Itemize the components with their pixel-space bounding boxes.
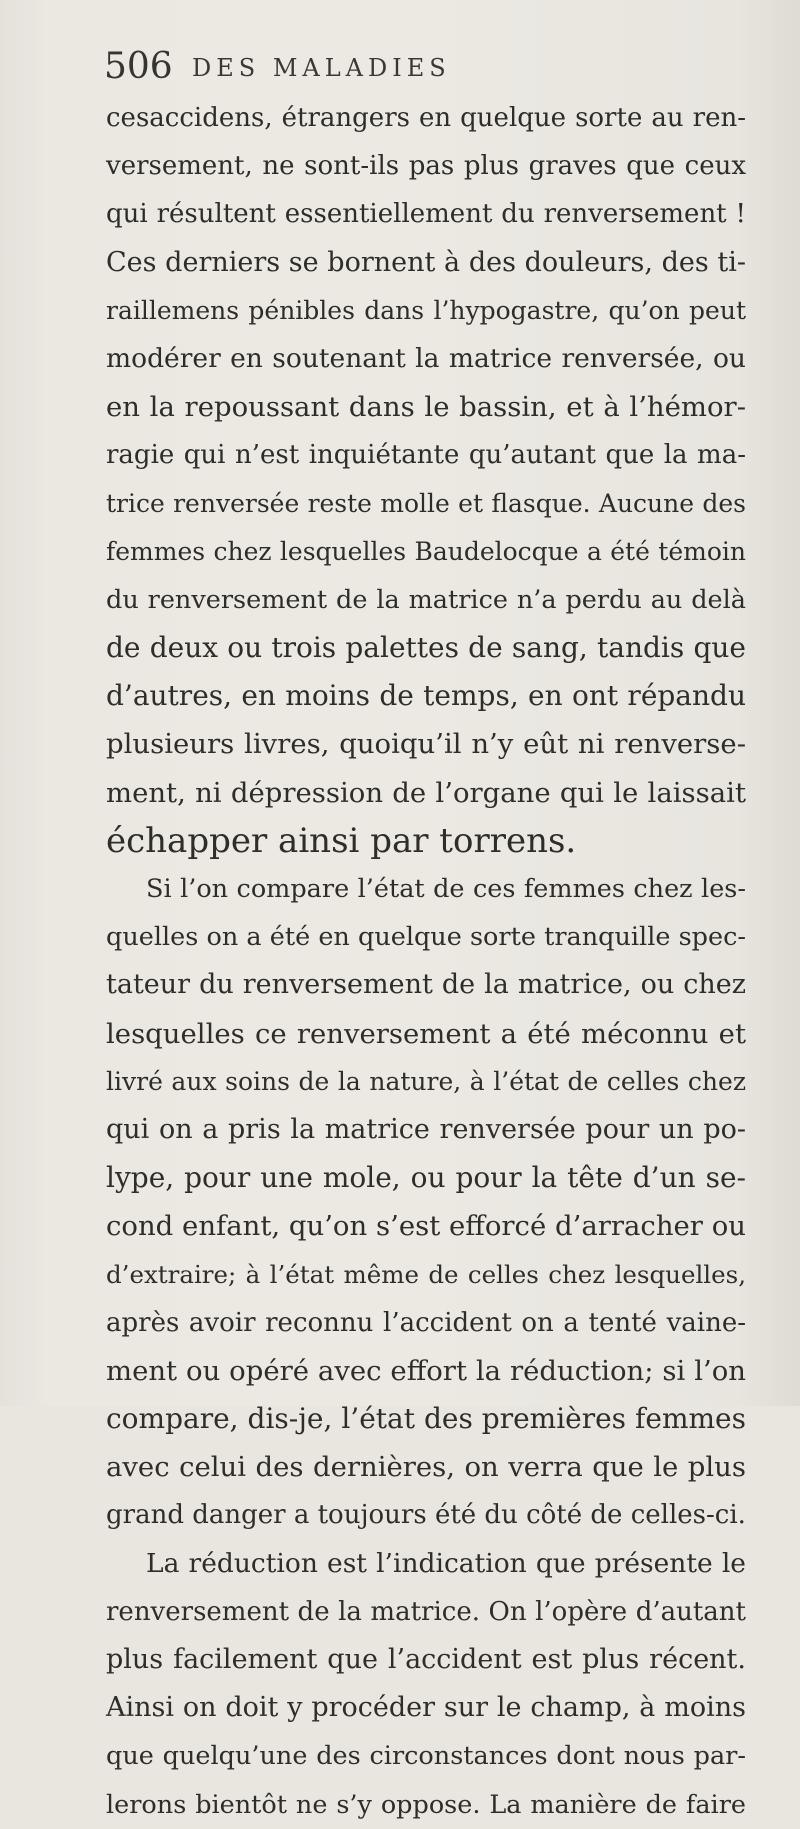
text-line: lesquelles ce renversement a été méconnu et [106,1017,746,1050]
text-line: du renversement de la matrice n’a perdu au delà [106,584,746,615]
text-line: modérer en soutenant la matrice renversée, ou [106,342,746,374]
text-line: renversement de la matrice. On l’opère d’autant [106,1596,746,1627]
text-line: plus facilement que l’accident est plus récent. [106,1644,746,1675]
text-line: Si l’on compare l’état de ces femmes chez les- [146,874,746,904]
text-line: que quelqu’une des circonstances dont nous par- [106,1741,746,1772]
text-line: Ces derniers se bornent à des douleurs, des ti- [106,246,746,278]
text-line: lype, pour une mole, ou pour la tête d’un se- [106,1161,746,1195]
text-line: après avoir reconnu l’accident on a tenté vaine- [106,1307,746,1338]
text-line: avec celui des dernières, on verra que le plus [106,1451,746,1484]
text-line: plusieurs livres, quoiqu’il n’y eût ni renverse- [106,728,746,761]
text-line: Ainsi on doit y procéder sur le champ, à moins [106,1692,746,1724]
text-line: échapper ainsi par torrens. [106,820,577,861]
text-line: qui on a pris la matrice renversée pour un po- [106,1113,746,1145]
text-line: livré aux soins de la nature, à l’état de celles chez [106,1066,746,1096]
text-line: femmes chez lesquelles Baudelocque a été témoin [106,536,746,566]
text-line: ment, ni dépression de l’organe qui le laissait [106,776,746,809]
text-line: La réduction est l’indication que présente le [146,1547,746,1579]
text-line: grand danger a toujours été du côté de celles-ci. [106,1500,746,1531]
text-line: versement, ne sont-ils pas plus graves que ceux [106,151,746,182]
text-line: ment ou opéré avec effort la réduction; si l’on [106,1354,746,1387]
body-text [106,94,746,1829]
text-line: d’extraire; à l’état même de celles chez lesquelles, [106,1259,746,1289]
text-line: quelles on a été en quelque sorte tranquille spec- [106,922,746,953]
text-line: qui résultent essentiellement du renversement ! [106,199,746,230]
text-line: en la repoussant dans le bassin, et à l’hémor- [106,391,746,424]
text-line: cesaccidens, étrangers en quelque sorte au ren- [106,103,746,133]
running-title: DES MALADIES [192,54,451,82]
page-number: 506 [104,46,173,87]
text-line: d’autres, en moins de temps, en ont répandu [106,679,746,713]
text-line: trice renversée reste molle et flasque. Aucune des [106,488,746,518]
text-line: raillemens pénibles dans l’hypogastre, qu’on peut [106,295,746,325]
text-line: cond enfant, qu’on s’est efforcé d’arracher ou [106,1210,746,1243]
text-line: de deux ou trois palettes de sang, tandis que [106,631,746,665]
text-line: lerons bientôt ne s’y oppose. La manière de faire [106,1789,746,1820]
page-header [104,46,704,86]
text-line: tateur du renversement de la matrice, ou chez [106,969,746,1001]
text-line: ragie qui n’est inquiétante qu’autant que la ma- [106,440,746,471]
text-line: compare, dis-je, l’état des premières femmes [106,1402,746,1436]
